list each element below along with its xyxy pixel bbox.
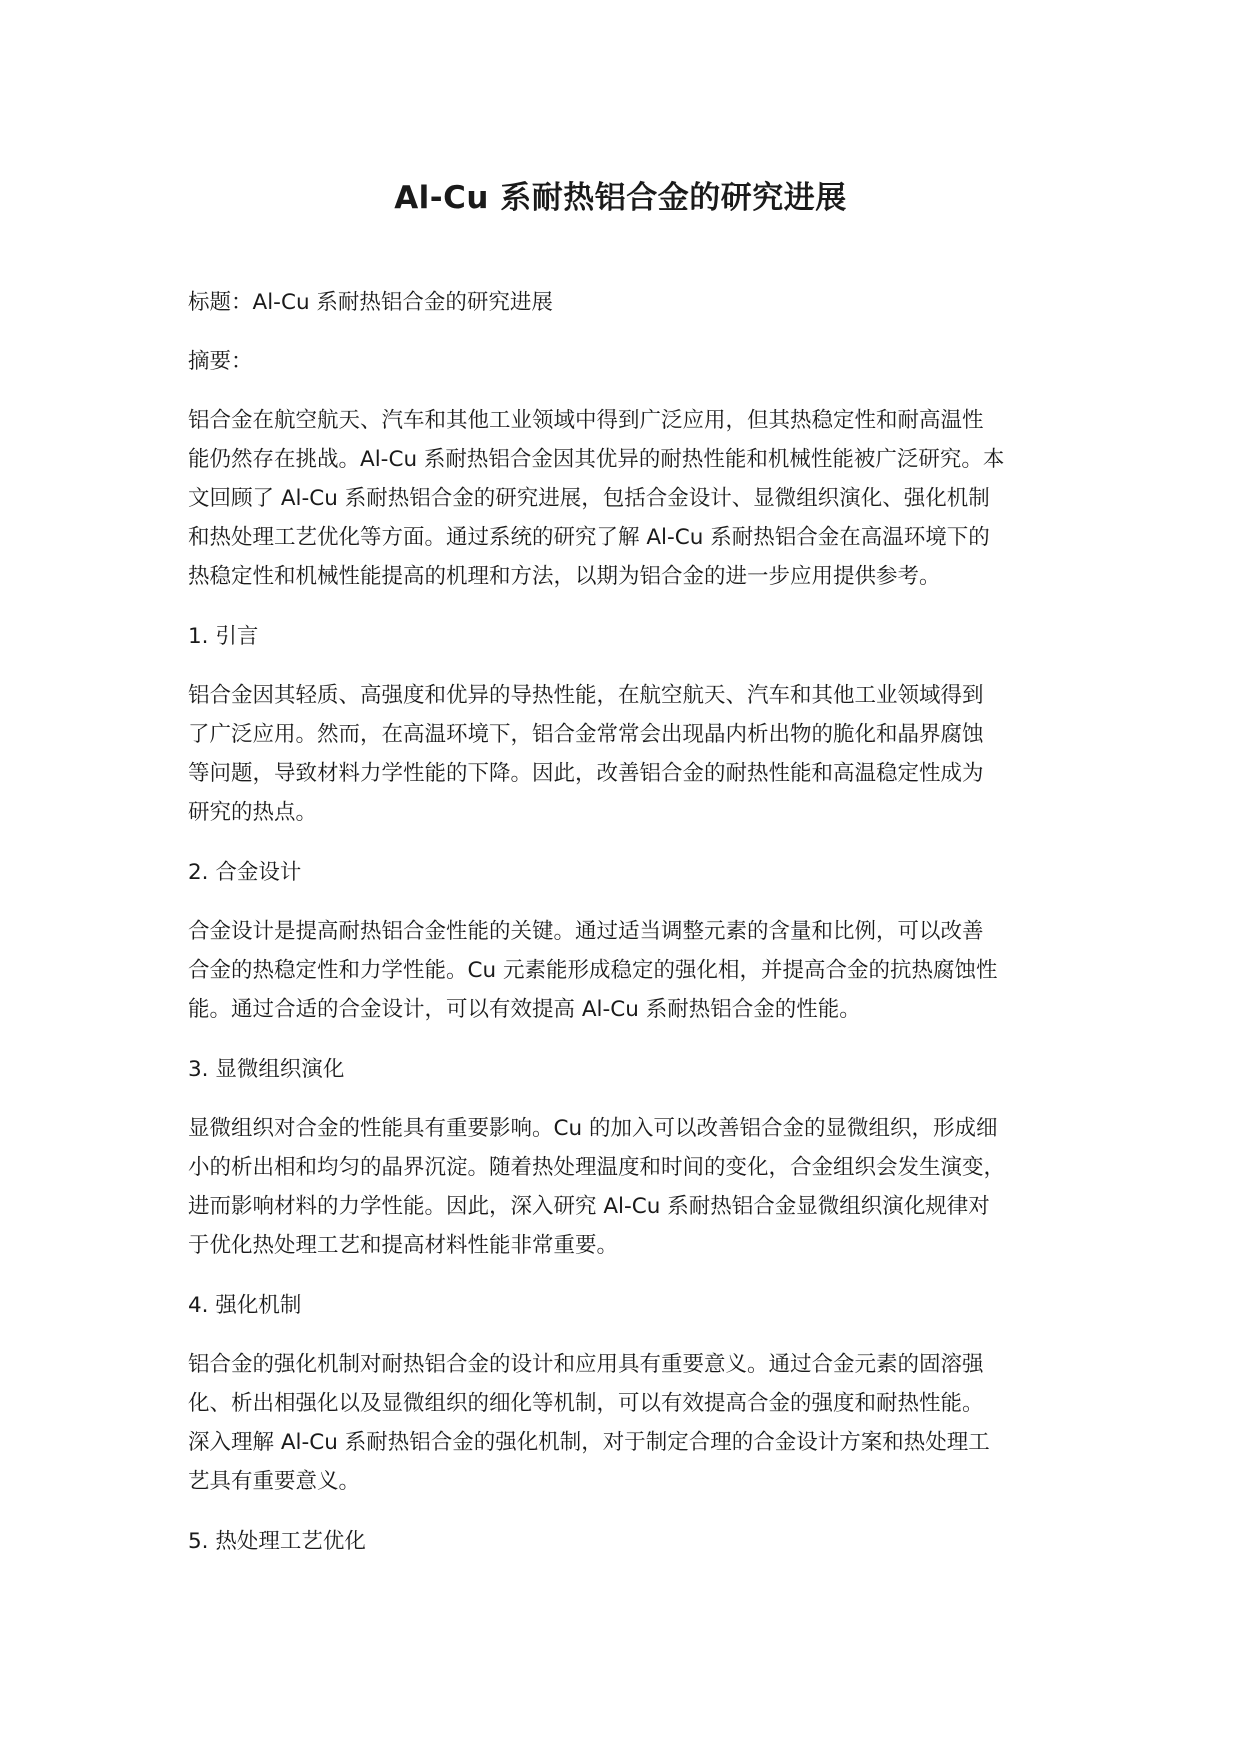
section-line: 能。通过合适的合金设计，可以有效提高 Al-Cu 系耐热铝合金的性能。 [188, 997, 861, 1022]
section-line: 铝合金因其轻质、高强度和优异的导热性能，在航空航天、汽车和其他工业领域得到 [188, 683, 984, 708]
abstract-line: 热稳定性和机械性能提高的机理和方法，以期为铝合金的进一步应用提供参考。 [188, 564, 941, 589]
section-line: 了广泛应用。然而，在高温环境下，铝合金常常会出现晶内析出物的脆化和晶界腐蚀 [188, 722, 984, 747]
document-title: Al-Cu 系耐热铝合金的研究进展 [394, 180, 847, 216]
section-line: 小的析出相和均匀的晶界沉淀。随着热处理温度和时间的变化，合金组织会发生演变， [188, 1155, 1006, 1180]
section-line: 进而影响材料的力学性能。因此，深入研究 Al-Cu 系耐热铝合金显微组织演化规律对 [188, 1194, 990, 1219]
section-heading-heat-treatment: 5. 热处理工艺优化 [188, 1529, 366, 1554]
section-line: 铝合金的强化机制对耐热铝合金的设计和应用具有重要意义。通过合金元素的固溶强 [188, 1352, 984, 1377]
section-heading-intro: 1. 引言 [188, 624, 259, 649]
section-heading-alloy-design: 2. 合金设计 [188, 860, 302, 885]
section-line: 深入理解 Al-Cu 系耐热铝合金的强化机制，对于制定合理的合金设计方案和热处理工 [188, 1430, 990, 1455]
subtitle-line: 标题：Al-Cu 系耐热铝合金的研究进展 [188, 290, 553, 315]
section-line: 合金的热稳定性和力学性能。Cu 元素能形成稳定的强化相，并提高合金的抗热腐蚀性 [188, 958, 998, 983]
abstract-line: 文回顾了 Al-Cu 系耐热铝合金的研究进展，包括合金设计、显微组织演化、强化机制 [188, 486, 990, 511]
section-line: 合金设计是提高耐热铝合金性能的关键。通过适当调整元素的含量和比例，可以改善 [188, 919, 984, 944]
section-line: 于优化热处理工艺和提高材料性能非常重要。 [188, 1233, 619, 1258]
section-line: 等问题，导致材料力学性能的下降。因此，改善铝合金的耐热性能和高温稳定性成为 [188, 761, 984, 786]
section-heading-microstructure: 3. 显微组织演化 [188, 1057, 345, 1082]
section-heading-strengthening: 4. 强化机制 [188, 1293, 302, 1318]
abstract-line: 和热处理工艺优化等方面。通过系统的研究了解 Al-Cu 系耐热铝合金在高温环境下的 [188, 525, 990, 550]
section-line: 化、析出相强化以及显微组织的细化等机制，可以有效提高合金的强度和耐热性能。 [188, 1391, 984, 1416]
section-line: 显微组织对合金的性能具有重要影响。Cu 的加入可以改善铝合金的显微组织，形成细 [188, 1116, 998, 1141]
abstract-line: 铝合金在航空航天、汽车和其他工业领域中得到广泛应用，但其热稳定性和耐高温性 [188, 408, 984, 433]
section-line: 研究的热点。 [188, 800, 318, 825]
abstract-heading: 摘要： [188, 349, 253, 374]
section-line: 艺具有重要意义。 [188, 1469, 361, 1494]
abstract-line: 能仍然存在挑战。Al-Cu 系耐热铝合金因其优异的耐热性能和机械性能被广泛研究。本 [188, 447, 1005, 472]
